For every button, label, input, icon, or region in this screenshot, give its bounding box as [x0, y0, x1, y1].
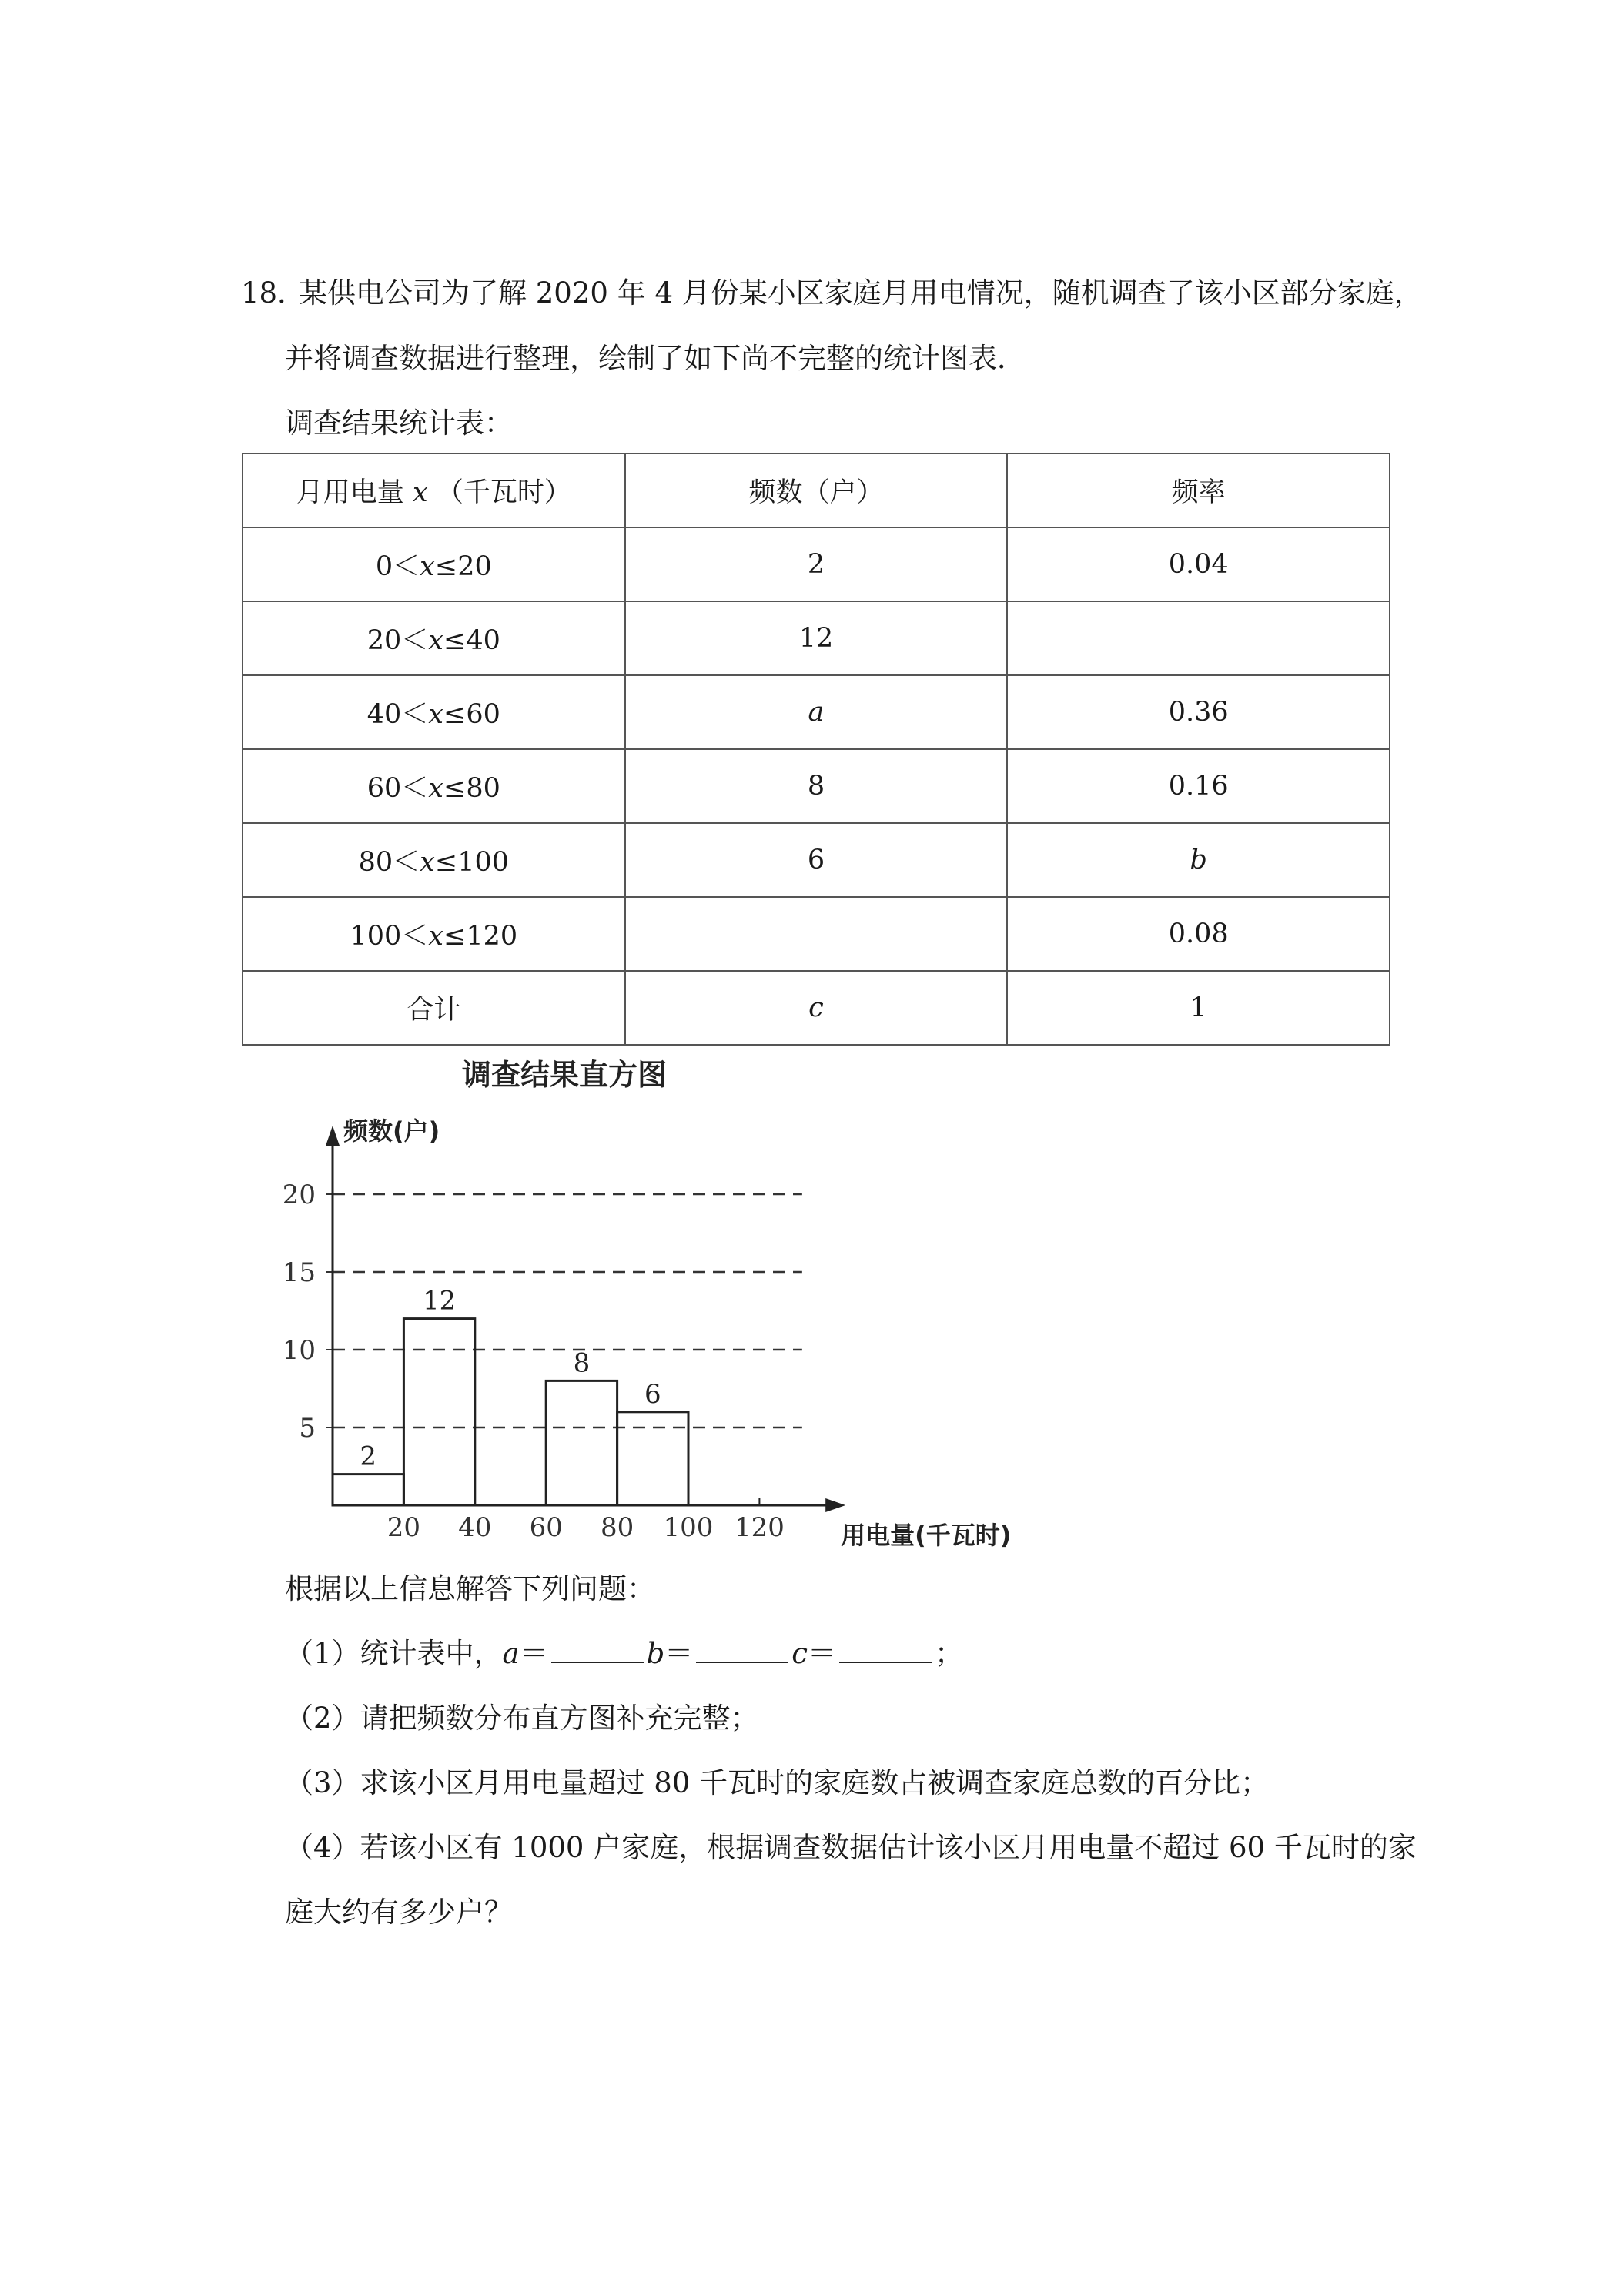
header-rate: 频率 [1007, 454, 1390, 527]
histogram-bar [546, 1381, 617, 1505]
histogram-bar [333, 1474, 403, 1505]
frequency-cell: 6 [625, 823, 1008, 897]
total-frequency-cell: c [625, 971, 1008, 1045]
bar-value-label: 2 [360, 1441, 377, 1472]
rate-cell [1007, 601, 1390, 675]
question-2: （2）请把频数分布直方图补充完整； [285, 1702, 759, 1735]
bar-value-label: 8 [573, 1347, 591, 1379]
x-tick-label: 80 [600, 1512, 634, 1543]
y-tick-label: 5 [299, 1413, 316, 1444]
total-label-cell: 合计 [243, 971, 625, 1045]
range-cell: 60＜x≤80 [243, 749, 625, 823]
frequency-cell: 12 [625, 601, 1008, 675]
rate-cell: 0.04 [1007, 527, 1390, 601]
table-total-row [243, 971, 1390, 1045]
histogram-bar [403, 1319, 474, 1505]
question-4-line1: （4）若该小区有 1000 户家庭，根据调查数据估计该小区月用电量不超过 60 千瓦时的家 [285, 1831, 1417, 1864]
table-row [243, 601, 1390, 675]
problem-text-line1: 某供电公司为了解 2020 年 4 月份某小区家庭月用电情况，随机调查了该小区部分家庭， [299, 276, 1423, 310]
histogram-title: 调查结果直方图 [462, 1058, 668, 1092]
answer-blank-c[interactable] [839, 1634, 932, 1663]
x-axis-arrow [825, 1498, 845, 1512]
rate-cell: 0.08 [1007, 897, 1390, 971]
range-cell: 80＜x≤100 [243, 823, 625, 897]
x-tick-label: 60 [529, 1512, 563, 1543]
question-4-line2: 庭大约有多少户？ [285, 1896, 513, 1929]
table-row [243, 823, 1390, 897]
range-cell: 0＜x≤20 [243, 527, 625, 601]
x-tick-label: 120 [734, 1512, 785, 1543]
y-tick-label: 15 [282, 1257, 316, 1288]
y-tick-label: 10 [282, 1335, 316, 1366]
problem-number: 18． [241, 276, 306, 310]
table-row [243, 897, 1390, 971]
histogram-chart [254, 1109, 1012, 1555]
range-cell: 20＜x≤40 [243, 601, 625, 675]
frequency-cell: a [625, 675, 1008, 749]
rate-cell: 0.16 [1007, 749, 1390, 823]
question-3: （3）求该小区月用电量超过 80 千瓦时的家庭数占被调查家庭总数的百分比； [285, 1766, 1270, 1799]
y-tick-label: 20 [282, 1180, 316, 1210]
header-usage: 月用电量 x （千瓦时） [243, 454, 625, 527]
x-tick-label: 20 [387, 1512, 421, 1543]
table-row [243, 749, 1390, 823]
answer-blank-a[interactable] [551, 1634, 644, 1663]
frequency-cell: 2 [625, 527, 1008, 601]
statistics-table [242, 453, 1390, 1046]
problem-text-line2: 并将调查数据进行整理，绘制了如下尚不完整的统计图表． [285, 342, 1026, 375]
answer-blank-b[interactable] [696, 1634, 788, 1663]
table-row [243, 675, 1390, 749]
x-axis-label: 用电量(千瓦时) [841, 1521, 1012, 1550]
frequency-cell: 8 [625, 749, 1008, 823]
rate-cell: 0.36 [1007, 675, 1390, 749]
y-axis-label: 频数(户) [343, 1116, 440, 1146]
range-cell: 40＜x≤60 [243, 675, 625, 749]
table-caption: 调查结果统计表： [285, 407, 513, 440]
table-row [243, 527, 1390, 601]
range-cell: 100＜x≤120 [243, 897, 625, 971]
questions-intro: 根据以上信息解答下列问题： [285, 1572, 655, 1605]
frequency-cell [625, 897, 1008, 971]
rate-cell: b [1007, 823, 1390, 897]
bar-value-label: 6 [644, 1378, 661, 1410]
histogram-bar [617, 1412, 688, 1505]
y-axis-arrow [326, 1126, 340, 1146]
x-tick-label: 100 [663, 1512, 714, 1543]
question-1: （1）统计表中，a＝ b＝ c＝ ； [285, 1634, 963, 1674]
table-header-row [243, 454, 1390, 527]
total-rate-cell: 1 [1007, 971, 1390, 1045]
header-frequency: 频数（户） [625, 454, 1008, 527]
bar-value-label: 12 [422, 1285, 457, 1317]
x-tick-label: 40 [458, 1512, 492, 1543]
